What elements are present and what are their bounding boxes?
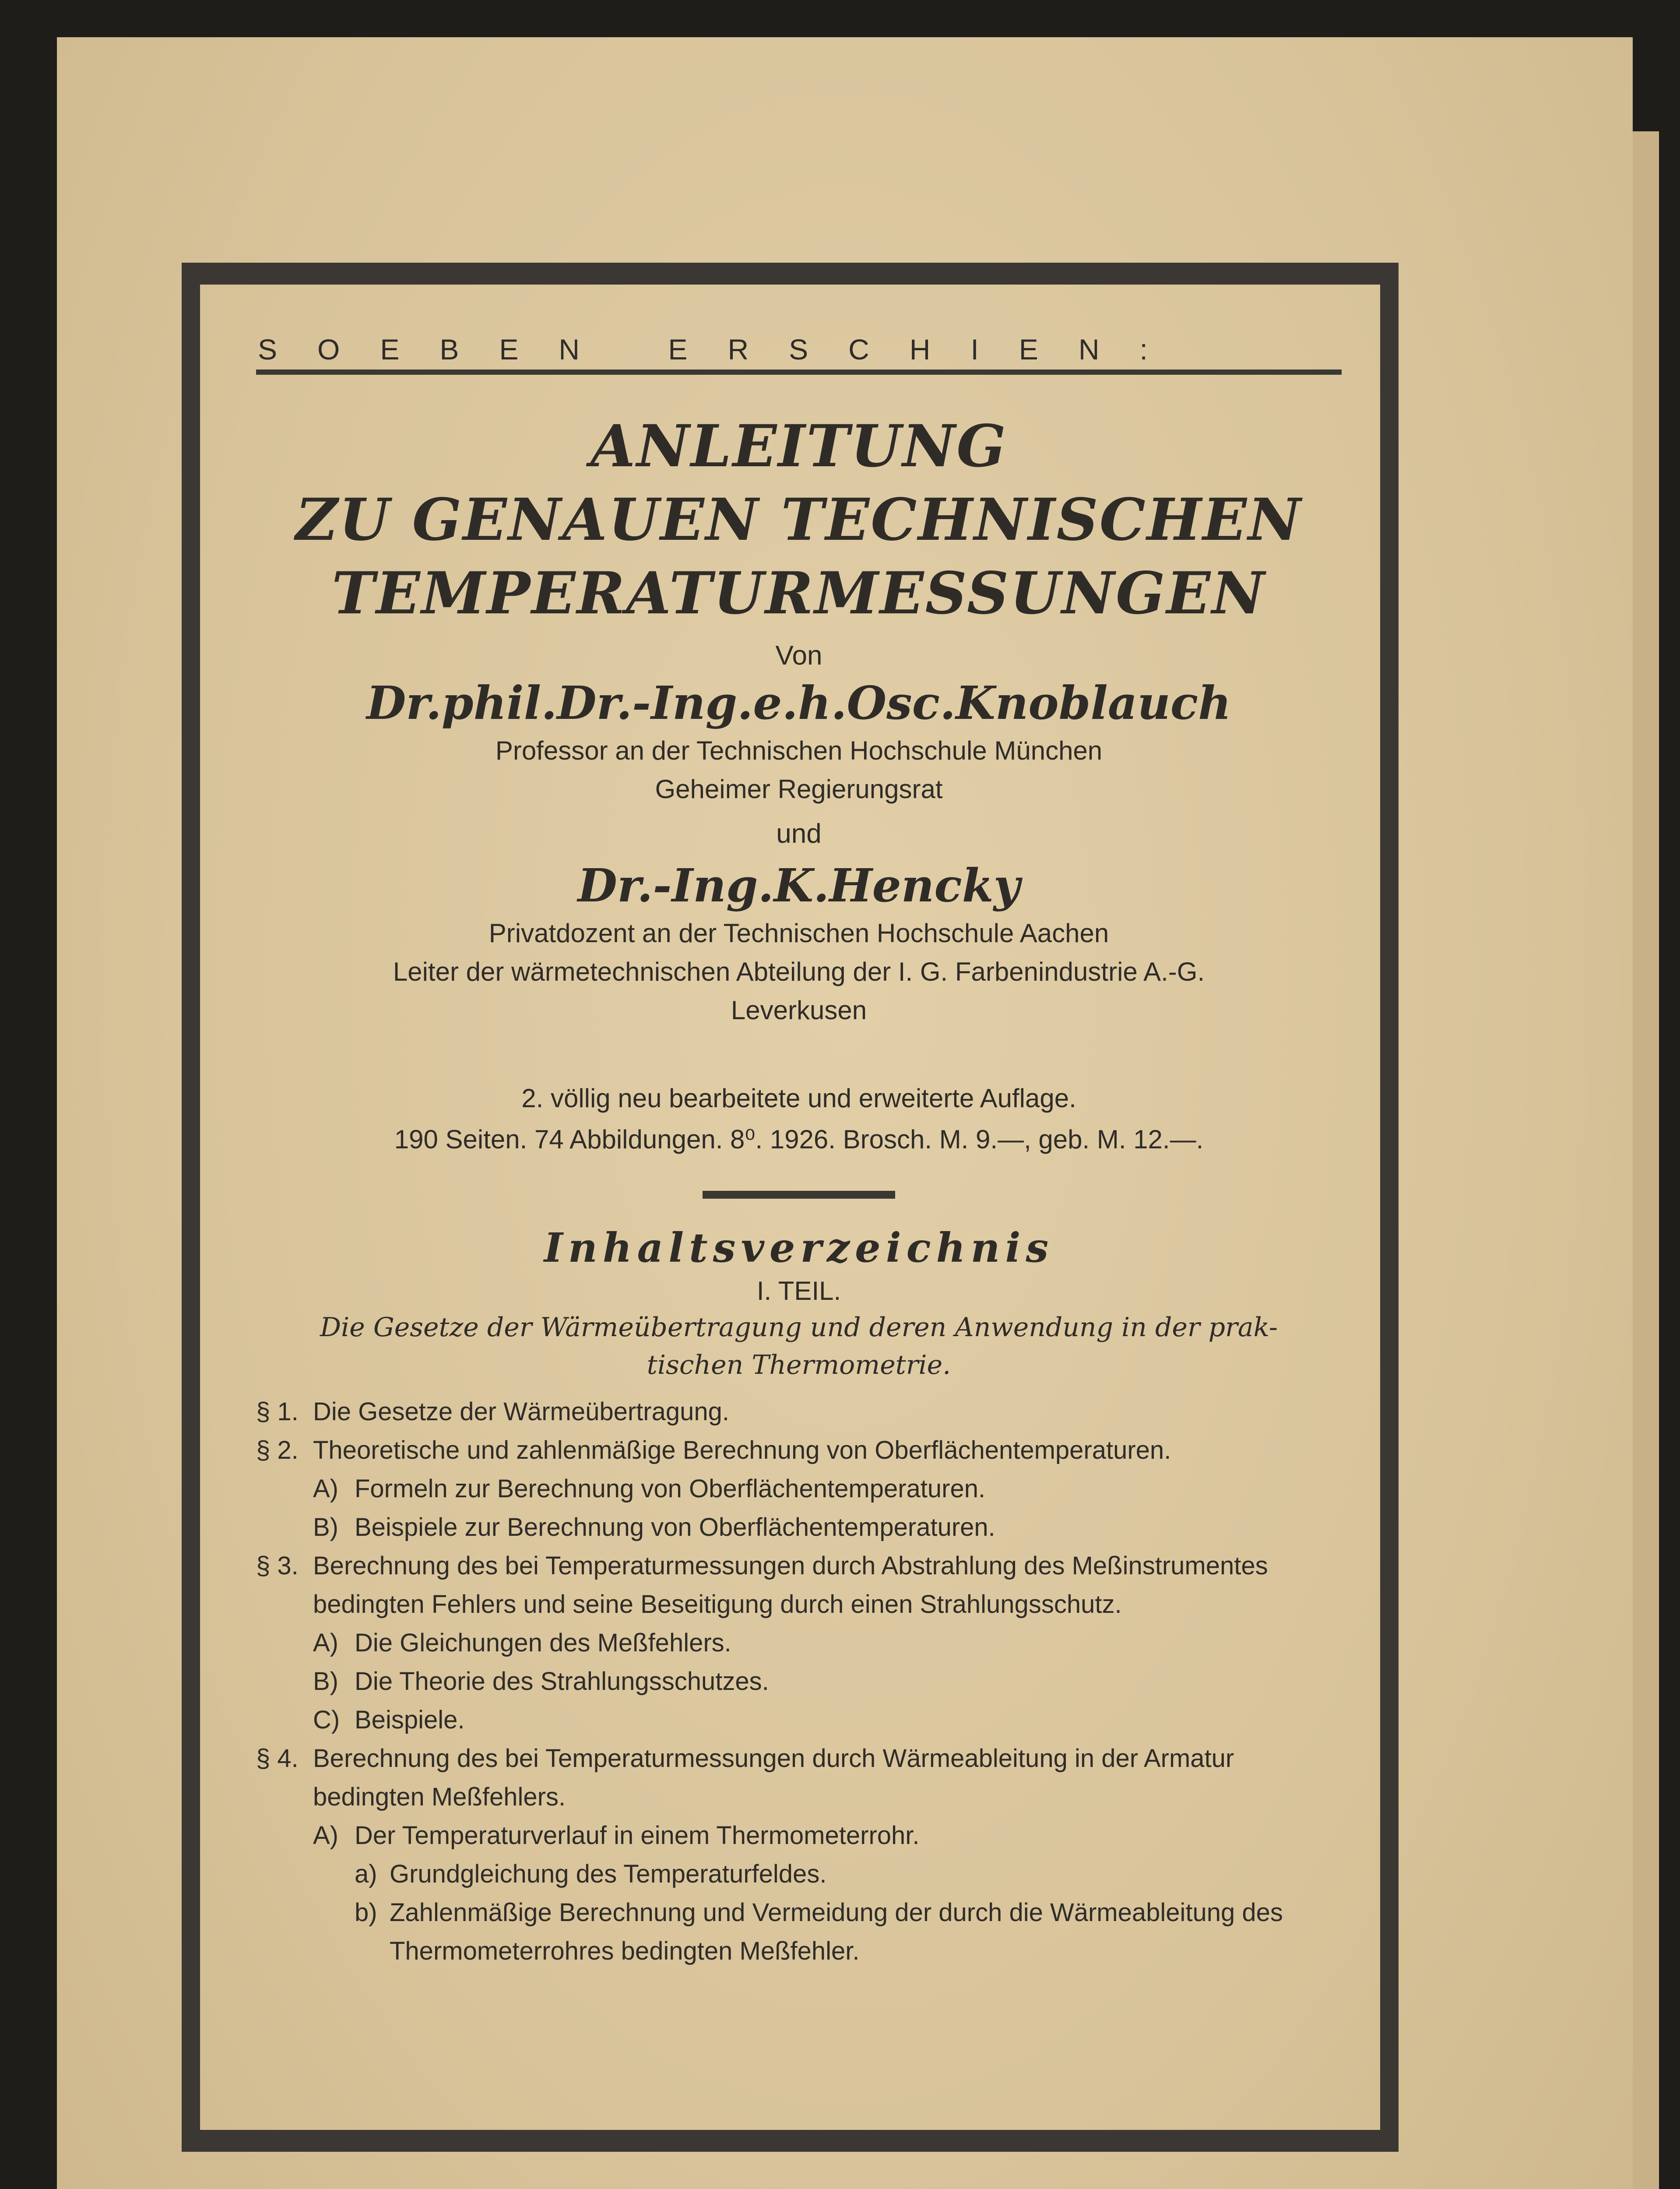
toc-item-text: Theoretische und zahlenmäßige Berechnung von Oberflächentemperaturen. [313, 1436, 1171, 1464]
affiliation-line: Privatdozent an der Technischen Hochschule Aachen [489, 919, 1109, 948]
part-subtitle-line: Die Gesetze der Wärmeübertragung und deren Anwendung in der prak- [320, 1312, 1278, 1343]
toc-item-number: B) [313, 1667, 338, 1696]
toc-item-text: Die Theorie des Strahlungsschutzes. [355, 1667, 769, 1696]
author-2-name: Dr.-Ing.K.Hencky [577, 859, 1020, 912]
book-title [256, 410, 1342, 630]
toc-item-text: Die Gesetze der Wärmeübertragung. [313, 1397, 729, 1426]
title-line: ANLEITUNG [590, 412, 1007, 480]
toc-item [256, 1470, 1342, 1508]
affiliation-line: Leverkusen [731, 996, 867, 1025]
toc-list [256, 1393, 1342, 1971]
author-1-name: Dr.phil.Dr.-Ing.e.h.Osc.Knoblauch [366, 676, 1231, 730]
toc-item [256, 1508, 1342, 1547]
toc-item [256, 1701, 1342, 1739]
toc-item-number: § 4. [256, 1744, 299, 1773]
toc-item-text: Formeln zur Berechnung von Oberflächentemperaturen. [355, 1475, 986, 1503]
announcement [256, 333, 1342, 1971]
toc-item-number: b) [355, 1898, 377, 1927]
edition-line: 2. völlig neu bearbeitete und erweiterte Auflage. [521, 1084, 1076, 1113]
toc-item [256, 1739, 1342, 1816]
author-1-affiliation [256, 732, 1342, 809]
author-2-affiliation [256, 914, 1342, 1030]
toc-item-number: B) [313, 1513, 338, 1541]
toc-item-number: § 3. [256, 1552, 299, 1580]
publication-details: 190 Seiten. 74 Abbildungen. 8⁰. 1926. Brosch. M. 9.—, geb. M. 12.—. [394, 1125, 1204, 1154]
part-label: I. TEIL. [756, 1276, 841, 1306]
toc-item [256, 1431, 1342, 1470]
kicker-rule [256, 370, 1342, 375]
affiliation-line: Professor an der Technischen Hochschule München [495, 736, 1103, 765]
toc-item-text: Berechnung des bei Temperaturmessungen durch Wärmeableitung in der Armatur bedingten Meßfehlers. [313, 1744, 1234, 1811]
toc-item-text: Die Gleichungen des Meßfehlers. [355, 1629, 731, 1657]
toc-item [256, 1393, 1342, 1431]
part-subtitle-line: tischen Thermometrie. [647, 1350, 951, 1380]
toc-item-number: § 1. [256, 1397, 299, 1426]
toc-item [256, 1816, 1342, 1855]
toc-item-text: Berechnung des bei Temperaturmessungen durch Abstrahlung des Meßinstrumentes bedingten Fehlers und seine Beseitigung durch einen Strahlungsschutz. [313, 1552, 1268, 1619]
affiliation-line: Geheimer Regierungsrat [655, 774, 943, 804]
toc-item [256, 1893, 1342, 1971]
toc-title: Inhaltsverzeichnis [544, 1224, 1054, 1271]
toc-item-text: Grundgleichung des Temperaturfeldes. [390, 1860, 827, 1888]
toc-item-text: Zahlenmäßige Berechnung und Vermeidung der durch die Wärmeableitung des Thermometerrohres bedingten Meßfehler. [390, 1898, 1283, 1965]
edition-info [256, 1078, 1342, 1160]
kicker-heading: SOEBEN ERSCHIEN: [258, 333, 1188, 366]
toc-item-text: Der Temperaturverlauf in einem Thermometerrohr. [355, 1821, 920, 1850]
von-label: Von [775, 641, 822, 671]
toc-item-number: A) [313, 1629, 338, 1657]
toc-item-number: a) [355, 1860, 377, 1888]
title-line: TEMPERATURMESSUNGEN [331, 560, 1266, 627]
toc-item [256, 1855, 1342, 1893]
affiliation-line: Leiter der wärmetechnischen Abteilung der I. G. Farbenindustrie A.-G. [393, 957, 1205, 986]
part-subtitle [256, 1309, 1342, 1384]
toc-item-text: Beispiele. [355, 1706, 465, 1734]
toc-item-number: § 2. [256, 1436, 299, 1464]
toc-item-number: C) [313, 1706, 340, 1734]
toc-item-number: A) [313, 1821, 338, 1850]
toc-item-text: Beispiele zur Berechnung von Oberflächentemperaturen. [355, 1513, 995, 1541]
toc-item [256, 1547, 1342, 1624]
section-divider [703, 1191, 895, 1199]
paper-edge [1633, 131, 1659, 2189]
toc-item [256, 1624, 1342, 1662]
toc-item-number: A) [313, 1475, 338, 1503]
und-label: und [776, 819, 822, 849]
toc-item [256, 1662, 1342, 1701]
title-line: ZU GENAUEN TECHNISCHEN [295, 486, 1302, 554]
